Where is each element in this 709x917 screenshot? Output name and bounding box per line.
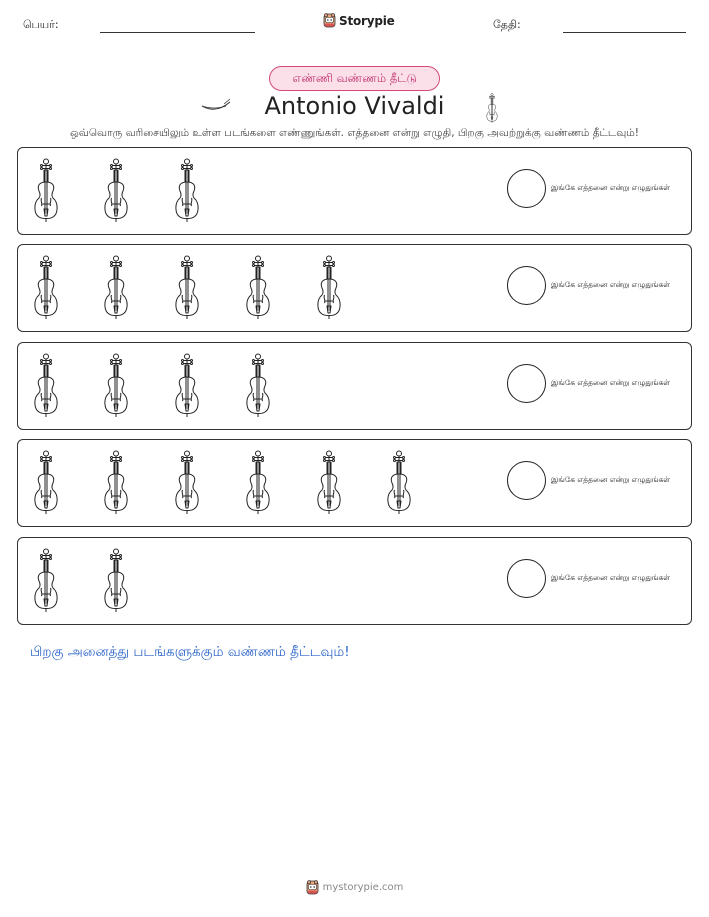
violin-icon: [485, 92, 499, 124]
violin-icon[interactable]: [172, 255, 202, 319]
answer-circle[interactable]: [507, 266, 546, 305]
violin-icon[interactable]: [314, 450, 344, 514]
count-row-5: [17, 537, 692, 625]
count-row-3: [17, 342, 692, 430]
violin-icon[interactable]: [243, 450, 273, 514]
violin-icon[interactable]: [243, 255, 273, 319]
violin-icon[interactable]: [243, 353, 273, 417]
violin-icon[interactable]: [31, 548, 61, 612]
violin-icon[interactable]: [31, 255, 61, 319]
date-line[interactable]: [563, 32, 686, 33]
answer-hint: இங்கே எத்தனை என்று எழுதுங்கள்: [551, 280, 671, 289]
answer-hint: இங்கே எத்தனை என்று எழுதுங்கள்: [551, 573, 671, 582]
page-title: Antonio Vivaldi: [264, 92, 445, 120]
storypie-bear-icon: [306, 880, 319, 895]
violin-icon[interactable]: [101, 255, 131, 319]
count-row-1: [17, 147, 692, 235]
answer-hint: இங்கே எத்தனை என்று எழுதுங்கள்: [551, 183, 671, 192]
date-label: தேதி:: [493, 18, 521, 31]
violin-icon[interactable]: [101, 353, 131, 417]
activity-badge: எண்ணி வண்ணம் தீட்டு: [269, 66, 440, 91]
name-label: பெயர்:: [23, 18, 59, 31]
answer-circle[interactable]: [507, 169, 546, 208]
violin-icon[interactable]: [172, 158, 202, 222]
answer-hint: இங்கே எத்தனை என்று எழுதுங்கள்: [551, 475, 671, 484]
violin-icon[interactable]: [172, 450, 202, 514]
violin-icon[interactable]: [101, 548, 131, 612]
violin-icon[interactable]: [101, 450, 131, 514]
answer-circle[interactable]: [507, 364, 546, 403]
violin-icon[interactable]: [314, 255, 344, 319]
name-line[interactable]: [100, 32, 255, 33]
instructions: ஒவ்வொரு வரிசையிலும் உள்ள படங்களை எண்ணுங்கள். எத்தனை என்று எழுதி, பிறகு அவற்றுக்கு வண்ணம் தீட்டவும்!: [70, 127, 639, 139]
violin-icon[interactable]: [31, 450, 61, 514]
violin-icon[interactable]: [384, 450, 414, 514]
count-row-4: [17, 439, 692, 527]
answer-hint: இங்கே எத்தனை என்று எழுதுங்கள்: [551, 378, 671, 387]
violin-icon[interactable]: [101, 158, 131, 222]
brand-name: Storypie: [339, 13, 395, 28]
answer-circle[interactable]: [507, 461, 546, 500]
answer-circle[interactable]: [507, 559, 546, 598]
violin-icon[interactable]: [31, 158, 61, 222]
violin-icon[interactable]: [31, 353, 61, 417]
count-row-2: [17, 244, 692, 332]
site-url[interactable]: mystorypie.com: [322, 882, 404, 893]
storypie-bear-icon: [323, 13, 336, 28]
violin-icon[interactable]: [172, 353, 202, 417]
footer-note: பிறகு அனைத்து படங்களுக்கும் வண்ணம் தீட்டவும்!: [30, 644, 350, 660]
site-footer: [0, 880, 709, 895]
storypie-logo: [323, 13, 395, 28]
